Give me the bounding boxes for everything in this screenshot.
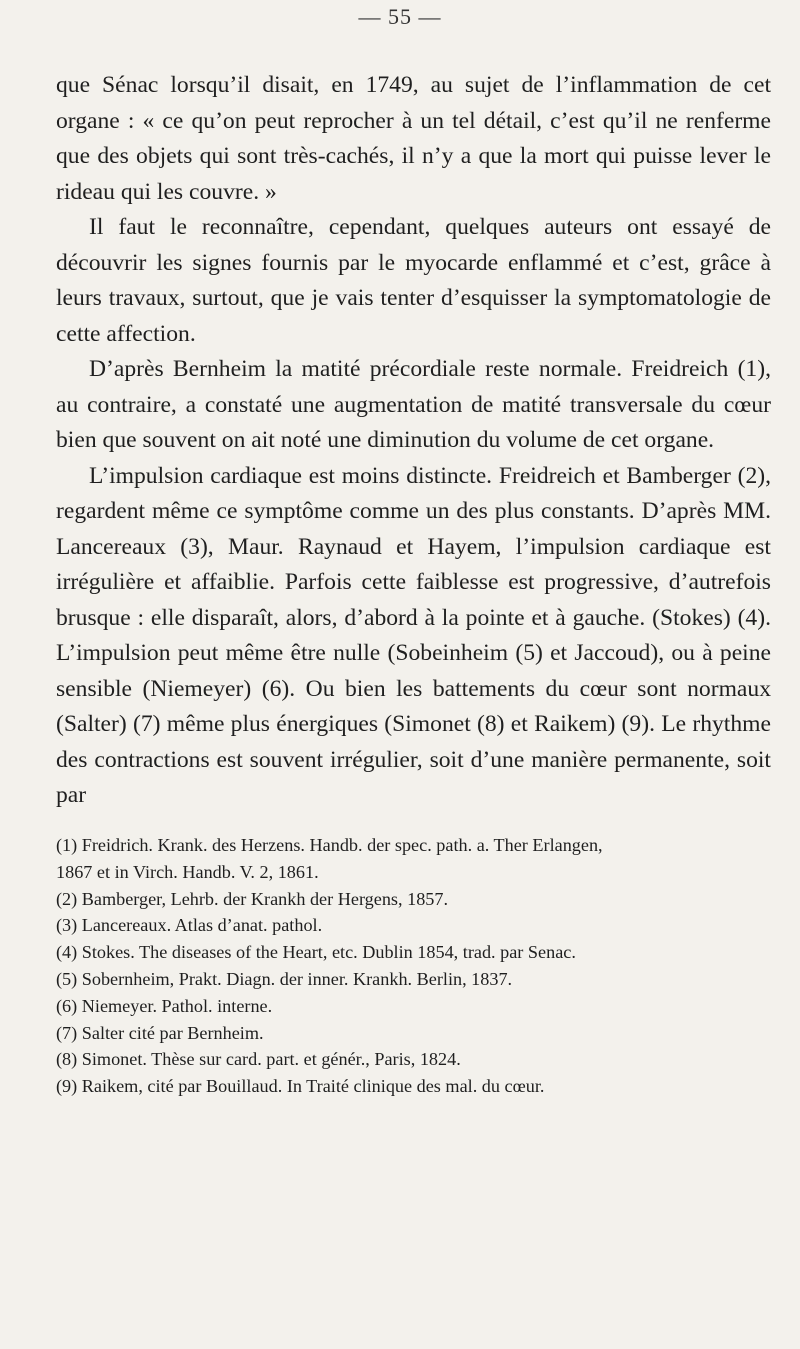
footnote: (9) Raikem, cité par Bouillaud. In Traité clinique des mal. du cœur. xyxy=(56,1076,545,1097)
paragraph: D’après Bernheim la matité précordiale reste normale. Freidreich (1), au contraire, a constaté une augmentation de matité transversale du cœur bien que souvent on ait noté une diminution du volume de cet organe. xyxy=(56,356,771,453)
paragraph: que Sénac lorsqu’il disait, en 1749, au sujet de l’inflammation de cet organe : « ce qu’on peut reprocher à un tel détail, c’est qu’il ne renferme que des objets qui sont très-cachés, il n’y a que la mort qui puisse lever le rideau qui les couvre. » xyxy=(56,72,771,205)
footnotes xyxy=(56,832,771,1100)
footnote: (2) Bamberger, Lehrb. der Krankh der Hergens, 1857. xyxy=(56,888,449,909)
footnote: (5) Sobernheim, Prakt. Diagn. der inner. Krankh. Berlin, 1837. xyxy=(56,968,513,989)
footnote: (6) Niemeyer. Pathol. interne. xyxy=(56,995,273,1016)
footnote-continuation: 1867 et in Virch. Handb. V. 2, 1861. xyxy=(56,861,319,882)
footnote: (4) Stokes. The diseases of the Heart, etc. Dublin 1854, trad. par Senac. xyxy=(56,942,576,963)
footnote: (3) Lancereaux. Atlas d’anat. pathol. xyxy=(56,915,323,936)
paragraph: Il faut le reconnaître, cependant, quelques auteurs ont essayé de découvrir les signes fournis par le myocarde enflammé et c’est, grâce à leurs travaux, surtout, que je vais tenter d’esquisser la symptomatologie de cette affection. xyxy=(56,214,771,347)
main-text xyxy=(56,68,771,814)
paragraph: L’impulsion cardiaque est moins distincte. Freidreich et Bamberger (2), regardent même ce symptôme comme un des plus constants. D’après MM. Lancereaux (3), Maur. Raynaud et Hayem, l’impulsion cardiaque est irrégulière et affaiblie. Parfois cette faiblesse est progressive, d’autrefois brusque : elle disparaît, alors, d’abord à la pointe et à gauche. (Stokes) (4). L’impulsion peut même être nulle (Sobeinheim (5) et Jaccoud), ou à peine sensible (Niemeyer) (6). Ou bien les battements du cœur sont normaux (Salter) (7) même plus énergiques (Simonet (8) et Raikem) (9). Le rhythme des contractions est souvent irrégulier, soit d’une manière permanente, soit par xyxy=(56,462,771,808)
footnote: (8) Simonet. Thèse sur card. part. et génér., Paris, 1824. xyxy=(56,1049,461,1070)
footnote: (7) Salter cité par Bernheim. xyxy=(56,1022,264,1043)
page-number: — 55 — xyxy=(358,4,442,29)
footnote: (1) Freidrich. Krank. des Herzens. Handb. der spec. path. a. Ther Erlangen, xyxy=(56,835,603,855)
